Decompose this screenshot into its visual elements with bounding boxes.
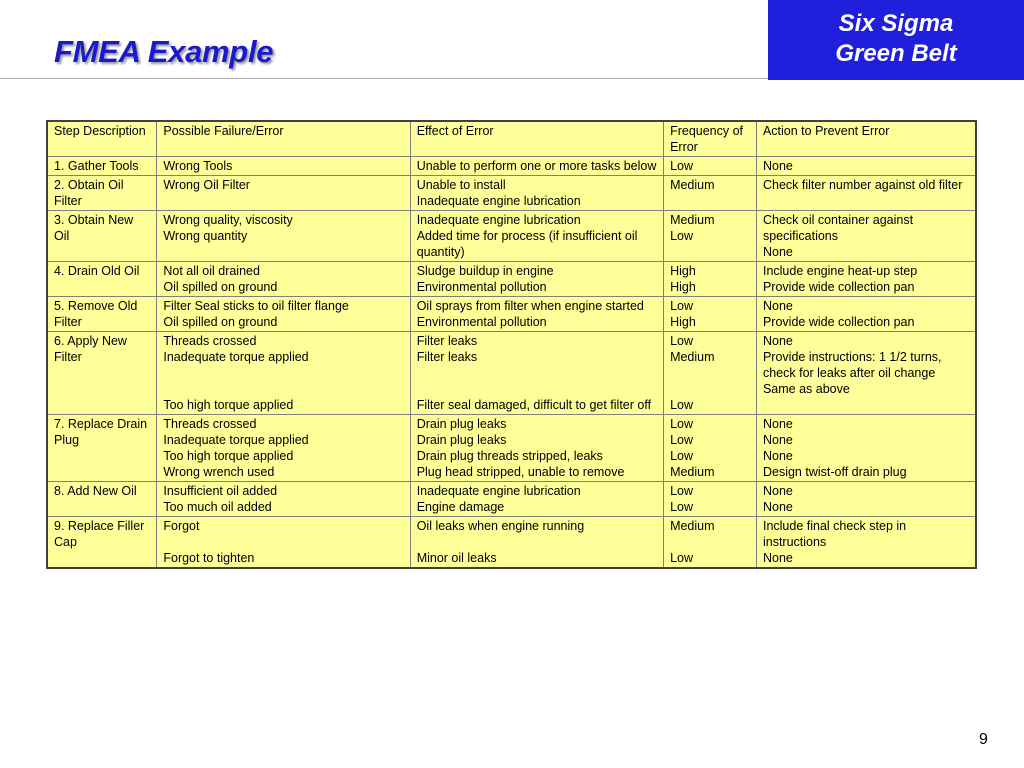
- course-badge: [768, 0, 1024, 80]
- action-text: None: [762, 417, 793, 431]
- action-text: None: [762, 449, 793, 463]
- frequency-cell: [664, 332, 757, 415]
- badge-line-1: Six Sigma: [838, 10, 954, 37]
- frequency-text: Low: [670, 484, 693, 498]
- action-text: Check filter number against old filter: [762, 178, 963, 192]
- frequency-text: Medium: [670, 178, 715, 192]
- frequency-text: Low: [670, 551, 693, 565]
- failure-cell: [157, 332, 410, 415]
- effect-text: Filter seal damaged, difficult to get filter off: [416, 398, 652, 412]
- frequency-text: Low: [670, 449, 693, 463]
- frequency-cell: [664, 262, 757, 297]
- action-cell: [756, 262, 976, 297]
- table-row: [47, 297, 976, 332]
- effect-text: Sludge buildup in engine: [416, 264, 554, 278]
- step-cell: 4. Drain Old Oil: [47, 262, 157, 297]
- failure-text: Oil spilled on ground: [163, 315, 278, 329]
- page-number: 9: [979, 731, 988, 748]
- frequency-cell: [664, 211, 757, 262]
- frequency-cell: [664, 176, 757, 211]
- effect-cell: [410, 415, 663, 482]
- effect-text: Inadequate engine lubrication: [416, 194, 581, 208]
- action-text: Include engine heat-up step: [762, 264, 918, 278]
- fmea-table: [46, 120, 977, 569]
- step-cell: 9. Replace Filler Cap: [47, 517, 157, 569]
- step-cell: 8. Add New Oil: [47, 482, 157, 517]
- step-cell: 5. Remove Old Filter: [47, 297, 157, 332]
- effect-cell: [410, 262, 663, 297]
- action-text: None: [762, 551, 793, 565]
- frequency-text: Low: [670, 417, 693, 431]
- action-cell: [756, 157, 976, 176]
- effect-cell: [410, 176, 663, 211]
- step-cell: 7. Replace Drain Plug: [47, 415, 157, 482]
- frequency-text: Medium: [670, 350, 715, 364]
- effect-cell: [410, 157, 663, 176]
- frequency-text: Medium: [670, 519, 715, 533]
- action-cell: [756, 517, 976, 569]
- table-row: [47, 332, 976, 415]
- effect-text: Environmental pollution: [416, 315, 547, 329]
- failure-cell: [157, 262, 410, 297]
- table-row: [47, 176, 976, 211]
- failure-text: Threads crossed: [163, 417, 257, 431]
- frequency-text: Low: [670, 398, 693, 412]
- effect-cell: [410, 211, 663, 262]
- header-step: Step Description: [47, 121, 157, 157]
- action-text: None: [762, 299, 793, 313]
- effect-cell: [410, 297, 663, 332]
- effect-text: Unable to install: [416, 178, 506, 192]
- failure-text: Too much oil added: [163, 500, 272, 514]
- effect-text: Plug head stripped, unable to remove: [416, 465, 625, 479]
- failure-text: Insufficient oil added: [163, 484, 278, 498]
- failure-text: Forgot: [163, 519, 200, 533]
- failure-cell: [157, 482, 410, 517]
- effect-text: Drain plug threads stripped, leaks: [416, 449, 603, 463]
- effect-text: Unable to perform one or more tasks below: [416, 159, 657, 173]
- effect-text: Minor oil leaks: [416, 551, 497, 565]
- failure-text: Not all oil drained: [163, 264, 260, 278]
- action-cell: [756, 482, 976, 517]
- failure-text: Wrong Oil Filter: [163, 178, 250, 192]
- failure-cell: [157, 517, 410, 569]
- failure-text: Threads crossed: [163, 334, 257, 348]
- slide-title: FMEA Example: [54, 34, 274, 69]
- action-text: Design twist-off drain plug: [762, 465, 907, 479]
- effect-text: Oil sprays from filter when engine started: [416, 299, 644, 313]
- action-cell: [756, 297, 976, 332]
- effect-text: Environmental pollution: [416, 280, 547, 294]
- action-text: Provide instructions: 1 1/2 turns, check for leaks after oil change: [762, 350, 942, 380]
- effect-text: Filter leaks: [416, 334, 478, 348]
- effect-text: Inadequate engine lubrication: [416, 484, 581, 498]
- frequency-cell: [664, 297, 757, 332]
- action-text: None: [762, 334, 793, 348]
- action-text: Same as above: [762, 382, 850, 396]
- failure-text: Too high torque applied: [163, 398, 294, 412]
- frequency-text: High: [670, 264, 696, 278]
- effect-cell: [410, 517, 663, 569]
- frequency-text: Low: [670, 299, 693, 313]
- failure-text: Inadequate torque applied: [163, 350, 309, 364]
- frequency-cell: [664, 482, 757, 517]
- frequency-text: High: [670, 280, 696, 294]
- frequency-text: Low: [670, 229, 693, 243]
- frequency-text: Low: [670, 433, 693, 447]
- action-text: Provide wide collection pan: [762, 315, 915, 329]
- failure-text: Wrong Tools: [163, 159, 233, 173]
- action-text: Check oil container against specifications: [762, 213, 914, 243]
- frequency-cell: [664, 415, 757, 482]
- frequency-cell: [664, 157, 757, 176]
- step-cell: 6. Apply New Filter: [47, 332, 157, 415]
- table-row: [47, 517, 976, 569]
- header-frequency: Frequency of Error: [664, 121, 757, 157]
- failure-text: Wrong quality, viscosity: [163, 213, 293, 227]
- failure-text: Inadequate torque applied: [163, 433, 309, 447]
- effect-text: Oil leaks when engine running: [416, 519, 585, 533]
- table-row: [47, 157, 976, 176]
- table-row: [47, 262, 976, 297]
- action-text: Include final check step in instructions: [762, 519, 907, 549]
- frequency-text: Medium: [670, 213, 715, 227]
- failure-text: Oil spilled on ground: [163, 280, 278, 294]
- failure-text: Filter Seal sticks to oil filter flange: [163, 299, 349, 313]
- failure-text: Wrong wrench used: [163, 465, 275, 479]
- action-cell: [756, 176, 976, 211]
- header-action: Action to Prevent Error: [756, 121, 976, 157]
- failure-cell: [157, 157, 410, 176]
- frequency-cell: [664, 517, 757, 569]
- action-text: None: [762, 159, 793, 173]
- effect-text: Added time for process (if insufficient oil quantity): [416, 229, 638, 259]
- failure-cell: [157, 176, 410, 211]
- frequency-text: High: [670, 315, 696, 329]
- failure-cell: [157, 297, 410, 332]
- action-text: None: [762, 245, 793, 259]
- frequency-text: Low: [670, 334, 693, 348]
- frequency-text: Low: [670, 159, 693, 173]
- action-text: None: [762, 500, 793, 514]
- action-text: None: [762, 433, 793, 447]
- failure-text: Too high torque applied: [163, 449, 294, 463]
- action-cell: [756, 211, 976, 262]
- badge-line-2: Green Belt: [835, 40, 957, 67]
- failure-text: Wrong quantity: [163, 229, 248, 243]
- effect-text: Inadequate engine lubrication: [416, 213, 581, 227]
- action-cell: [756, 332, 976, 415]
- step-cell: 3. Obtain New Oil: [47, 211, 157, 262]
- effect-text: Drain plug leaks: [416, 417, 507, 431]
- effect-text: Engine damage: [416, 500, 505, 514]
- effect-text: Drain plug leaks: [416, 433, 507, 447]
- failure-cell: [157, 211, 410, 262]
- action-text: None: [762, 484, 793, 498]
- action-cell: [756, 415, 976, 482]
- effect-cell: [410, 332, 663, 415]
- header-failure: Possible Failure/Error: [157, 121, 410, 157]
- header-row: [47, 121, 976, 157]
- fmea-body: [47, 157, 976, 569]
- effect-text: Filter leaks: [416, 350, 478, 364]
- table-row: [47, 211, 976, 262]
- title-divider: [0, 78, 768, 79]
- header-effect: Effect of Error: [410, 121, 663, 157]
- failure-text: Forgot to tighten: [163, 551, 255, 565]
- frequency-text: Low: [670, 500, 693, 514]
- failure-cell: [157, 415, 410, 482]
- effect-cell: [410, 482, 663, 517]
- step-cell: 1. Gather Tools: [47, 157, 157, 176]
- table-row: [47, 482, 976, 517]
- action-text: Provide wide collection pan: [762, 280, 915, 294]
- frequency-text: Medium: [670, 465, 715, 479]
- step-cell: 2. Obtain Oil Filter: [47, 176, 157, 211]
- table-row: [47, 415, 976, 482]
